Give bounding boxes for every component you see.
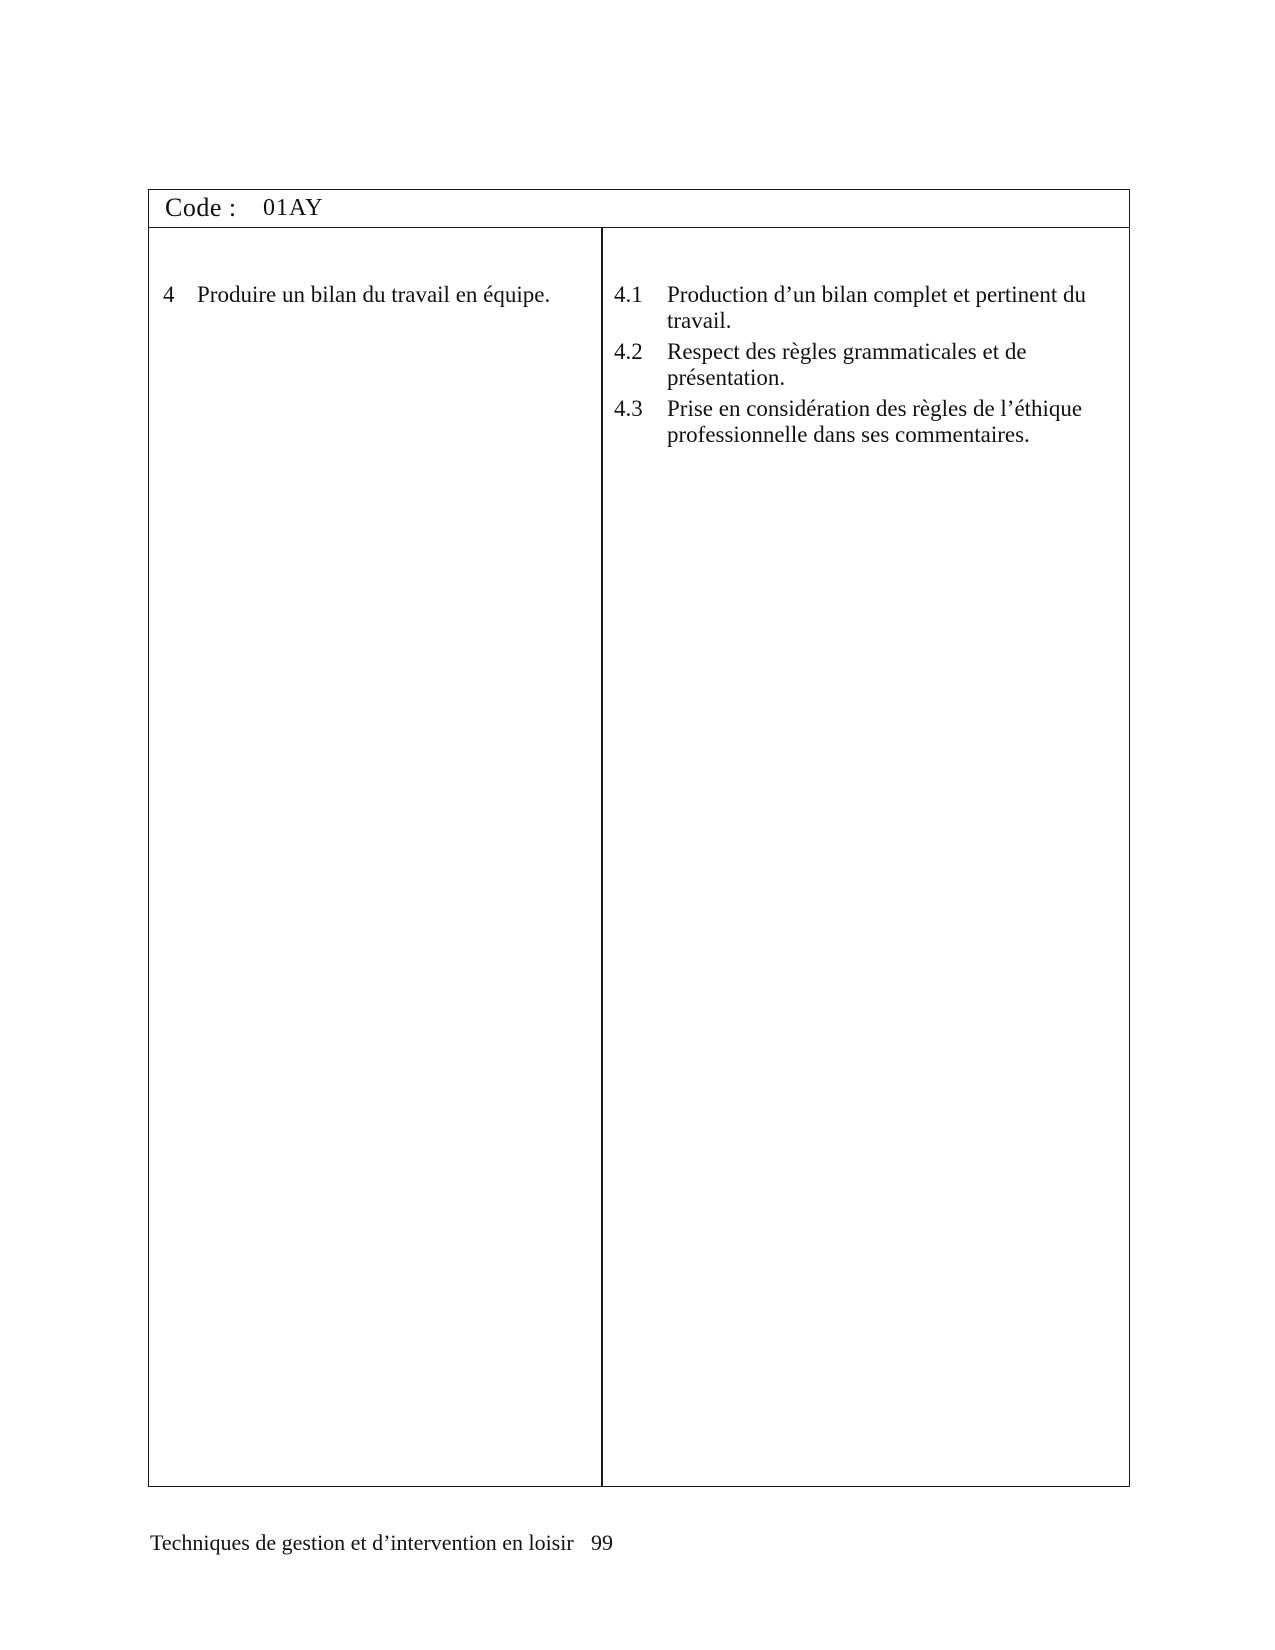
criterion-text: Respect des règles grammaticales et de présentation.	[667, 339, 1027, 390]
competency-table	[148, 189, 1130, 1487]
element-text: Produire un bilan du travail en équipe.	[197, 282, 551, 307]
code-header-row	[149, 190, 1129, 228]
element-number: 4	[163, 282, 175, 307]
criterion-item	[614, 339, 1114, 391]
criterion-item	[614, 282, 1114, 334]
criterion-number: 4.2	[614, 339, 643, 364]
criterion-text: Prise en considération des règles de l’éthique professionnelle dans ses commentaires.	[667, 396, 1083, 447]
footer-page-number: 99	[591, 1530, 613, 1555]
footer-program-title: Techniques de gestion et d’intervention en loisir	[150, 1530, 574, 1555]
code-value: 01AY	[263, 195, 324, 221]
code-label: Code :	[165, 193, 237, 222]
criterion-number: 4.1	[614, 282, 643, 307]
column-divider	[601, 228, 603, 1486]
criteria-column	[614, 282, 1114, 453]
criterion-item	[614, 396, 1114, 448]
criterion-text: Production d’un bilan complet et pertinent du travail.	[667, 282, 1087, 333]
criterion-number: 4.3	[614, 396, 643, 421]
